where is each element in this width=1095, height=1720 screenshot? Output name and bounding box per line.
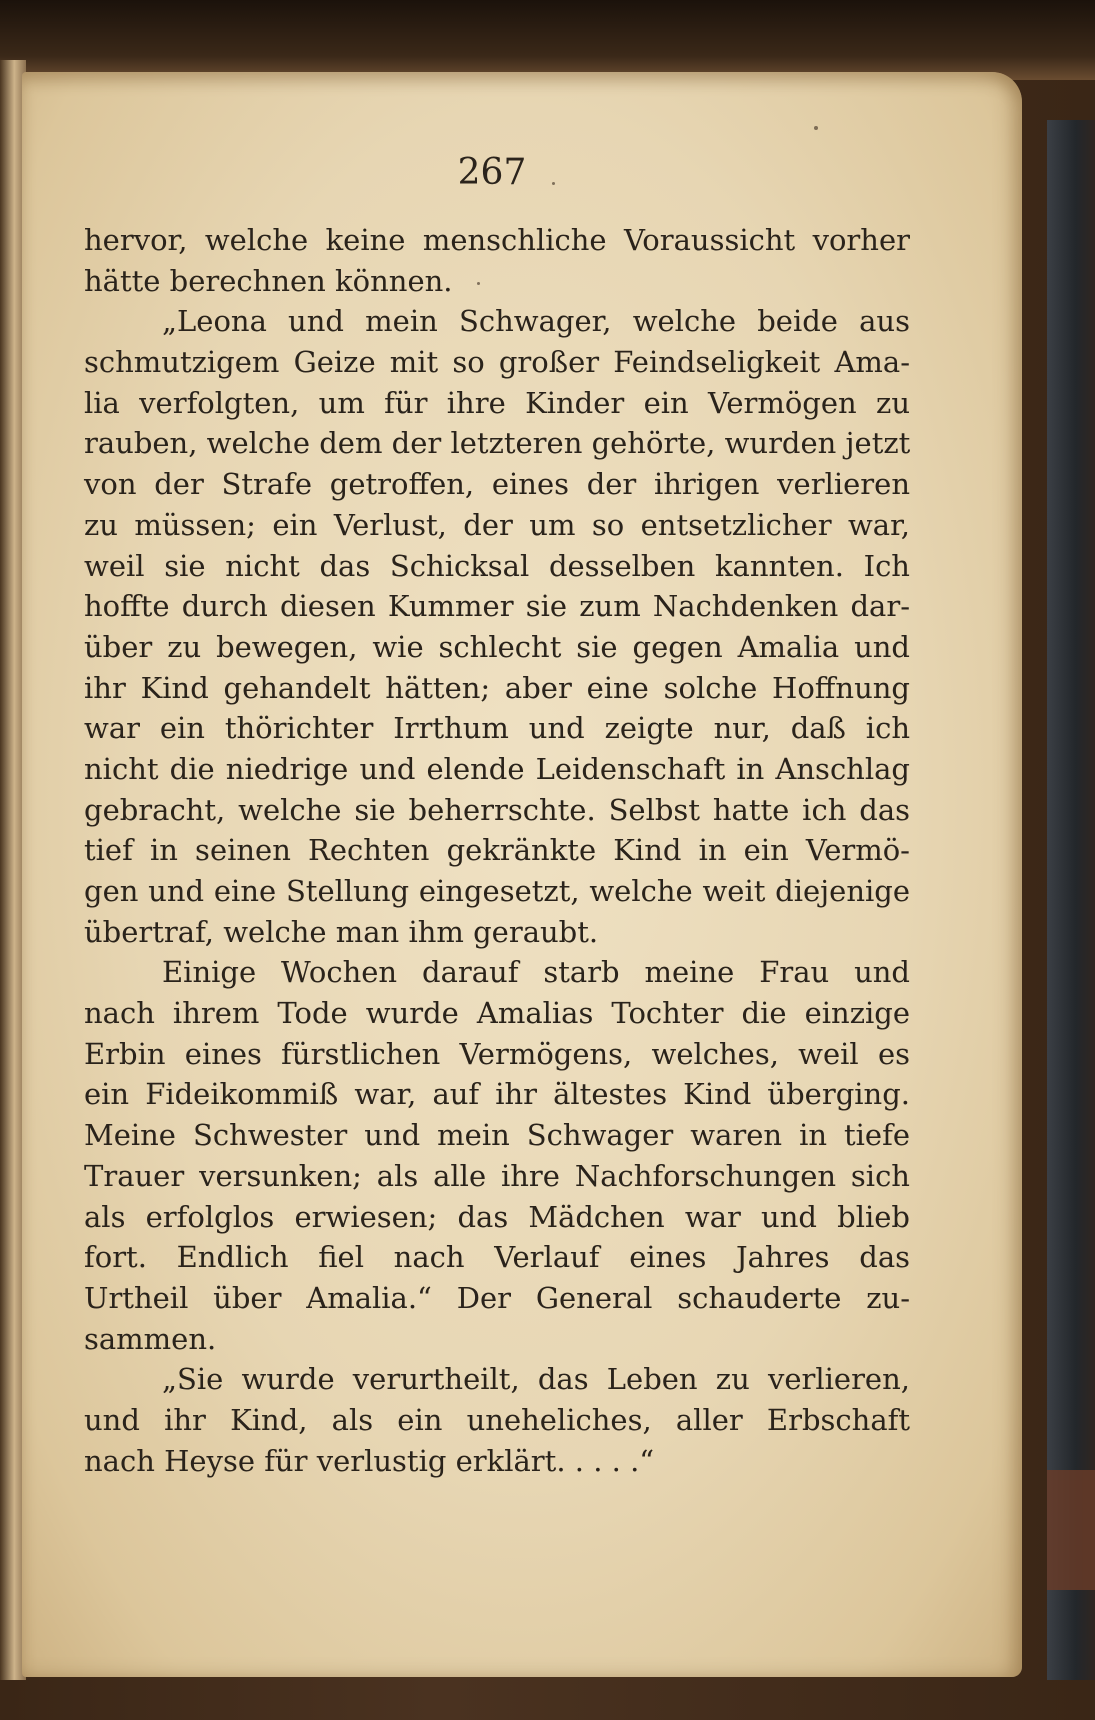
text-line: fort. Endlich fiel nach Verlauf eines Jahres das bbox=[84, 1240, 910, 1275]
text-line: sammen. bbox=[84, 1321, 217, 1356]
page-body-text bbox=[84, 220, 910, 1481]
book-top-edge bbox=[0, 0, 1095, 80]
cover-stain bbox=[1047, 1470, 1095, 1590]
text-line: zu müssen; ein Verlust, der um so entsetzlicher war, bbox=[84, 507, 910, 542]
page-number: 267 bbox=[457, 152, 527, 193]
book-page bbox=[22, 72, 1022, 1677]
text-line: war ein thörichter Irrthum und zeigte nur, daß ich bbox=[84, 711, 910, 746]
text-line: rauben, welche dem der letzteren gehörte, wurden jetzt bbox=[84, 426, 911, 461]
text-line: Erbin eines fürstlichen Vermögens, welches, weil es bbox=[84, 1036, 910, 1071]
text-line: Einige Wochen darauf starb meine Frau und bbox=[162, 955, 910, 990]
text-line: schmutzigem Geize mit so großer Feindseligkeit Ama- bbox=[84, 345, 910, 380]
text-line: über zu bewegen, wie schlecht sie gegen Amalia und bbox=[84, 629, 910, 664]
text-line: von der Strafe getroffen, eines der ihrigen verlieren bbox=[84, 467, 910, 502]
text-line: gebracht, welche sie beherrschte. Selbst hatte ich das bbox=[84, 792, 910, 827]
text-line: ihr Kind gehandelt hätten; aber eine solche Hoffnung bbox=[84, 670, 910, 705]
text-line: als erfolglos erwiesen; das Mädchen war und blieb bbox=[84, 1199, 910, 1234]
text-line: ein Fideikommiß war, auf ihr ältestes Kind überging. bbox=[84, 1077, 910, 1112]
text-line: weil sie nicht das Schicksal desselben kannten. Ich bbox=[84, 548, 910, 583]
text-line: Meine Schwester und mein Schwager waren in tiefe bbox=[84, 1118, 910, 1153]
text-line: nicht die niedrige und elende Leidenschaft in Anschlag bbox=[84, 751, 910, 786]
text-line: nach ihrem Tode wurde Amalias Tochter die einzige bbox=[84, 996, 910, 1031]
paper-speck bbox=[552, 182, 555, 185]
text-line: hätte berechnen können. bbox=[84, 263, 453, 298]
text-line: Urtheil über Amalia.“ Der General schauderte zu- bbox=[84, 1280, 910, 1315]
text-line: „Leona und mein Schwager, welche beide aus bbox=[162, 304, 910, 339]
text-line: nach Heyse für verlustig erklärt. . . . .“ bbox=[84, 1443, 655, 1478]
text-line: gen und eine Stellung eingesetzt, welche weit diejenige bbox=[84, 874, 910, 908]
text-line: tief in seinen Rechten gekränkte Kind in ein Vermö- bbox=[84, 833, 910, 868]
text-line: lia verfolgten, um für ihre Kinder ein Vermögen zu bbox=[84, 385, 910, 420]
text-line: und ihr Kind, als ein uneheliches, aller Erbschaft bbox=[84, 1402, 910, 1437]
text-line: übertraf, welche man ihm geraubt. bbox=[84, 914, 599, 949]
book-cover-edge bbox=[1047, 120, 1095, 1680]
paper-speck bbox=[814, 126, 818, 130]
text-line: Trauer versunken; als alle ihre Nachforschungen sich bbox=[84, 1158, 910, 1193]
text-line: hoffte durch diesen Kummer sie zum Nachdenken dar- bbox=[84, 589, 910, 624]
text-line: hervor, welche keine menschliche Voraussicht vorher bbox=[84, 223, 910, 257]
text-line: „Sie wurde verurtheilt, das Leben zu verlieren, bbox=[162, 1362, 910, 1397]
paper-speck bbox=[477, 282, 480, 285]
